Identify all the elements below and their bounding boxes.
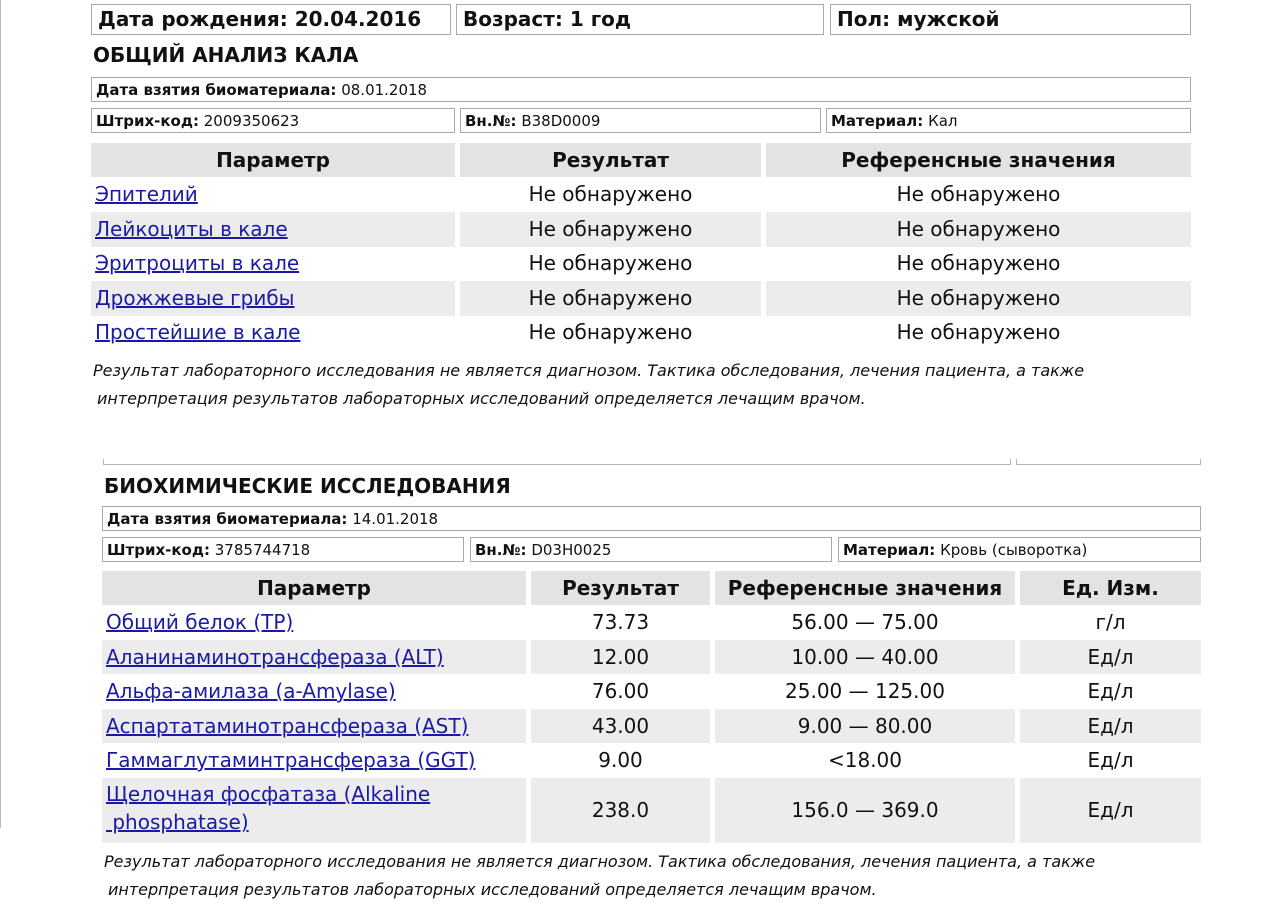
parameter-link[interactable]: Щелочная фосфатаза (Alkaline [106,782,431,806]
header-result: Результат [531,571,710,605]
biochem-material [838,537,1201,562]
stool-material-label: Материал: [831,112,924,130]
param-cell [102,605,526,640]
left-page-border [0,0,1,828]
result-cell: 9.00 [598,748,643,772]
result-cell: 43.00 [531,709,710,743]
param-cell [102,743,526,778]
age-field [456,4,824,35]
parameter-link[interactable]: Лейкоциты в кале [95,217,288,241]
stool-barcode-value: 2009350623 [203,112,300,130]
param-cell [91,281,455,316]
reference-cell: 9.00 — 80.00 [715,709,1015,743]
biochem-int-value: D03H0025 [531,541,612,559]
biochem-barcode-value: 3785744718 [214,541,311,559]
stool-disclaimer-line1: Результат лабораторного исследования не является диагнозом. Тактика обследования, лечения пациента, а также [93,361,1085,380]
biochem-disclaimer-line2: интерпретация результатов лабораторных исследований определяется лечащим врачом. [108,880,877,899]
result-cell: Не обнаружено [528,320,693,344]
result-cell: 76.00 [591,679,650,703]
result-cell: Не обнаружено [460,212,761,247]
reference-cell: Не обнаружено [766,212,1191,247]
header-reference: Референсные значения [766,143,1191,177]
parameter-link[interactable]: Простейшие в кале [95,320,301,344]
result-cell: 73.73 [591,610,650,634]
param-cell [91,246,455,281]
reference-cell: 25.00 — 125.00 [785,679,945,703]
param-cell [91,315,455,350]
dob-value: 20.04.2016 [294,7,422,31]
param-cell [91,177,455,212]
stool-barcode-label: Штрих-код: [96,112,199,130]
reference-cell: Не обнаружено [896,182,1061,206]
dob-label: Дата рождения: [98,7,288,31]
stool-barcode [91,108,455,133]
stool-material-value: Кал [928,112,958,130]
biochem-date-label: Дата взятия биоматериала: [107,510,348,528]
parameter-link[interactable]: Эпителий [95,182,198,206]
reference-cell: Не обнаружено [896,320,1061,344]
stool-disclaimer-line2: интерпретация результатов лабораторных исследований определяется лечащим врачом. [97,389,866,408]
param-cell [102,640,526,674]
header-result: Результат [460,143,761,177]
biochem-material-value: Кровь (сыворотка) [940,541,1088,559]
biochem-int-label: Вн.№: [475,541,527,559]
unit-cell: Ед/л [1020,709,1201,743]
biochem-section-title: БИОХИМИЧЕСКИЕ ИССЛЕДОВАНИЯ [104,474,511,498]
stool-int-label: Вн.№: [465,112,517,130]
biochem-barcode [102,537,464,562]
unit-cell: Ед/л [1020,640,1201,674]
header-parameter: Параметр [102,571,526,605]
header-unit: Ед. Изм. [1020,571,1201,605]
page-break-line-left [103,459,1011,465]
param-cell [102,674,526,709]
biochem-sample-date [102,506,1201,531]
sex-label: Пол: [837,7,891,31]
biochem-disclaimer-line1: Результат лабораторного исследования не является диагнозом. Тактика обследования, лечения пациента, а также [104,852,1096,871]
biochem-internal-number [470,537,832,562]
result-cell: Не обнаружено [528,251,693,275]
header-reference: Референсные значения [715,571,1015,605]
header-parameter: Параметр [91,143,455,177]
result-cell: 12.00 [531,640,710,674]
dob-field [91,4,451,35]
reference-cell: Не обнаружено [896,251,1061,275]
reference-cell: 156.0 — 369.0 [715,778,1015,843]
stool-internal-number [460,108,821,133]
biochem-material-label: Материал: [843,541,936,559]
age-value: 1 год [569,7,632,31]
parameter-link[interactable]: Общий белок (TP) [106,610,294,634]
parameter-link[interactable]: Гаммаглутаминтрансфераза (GGT) [106,748,476,772]
unit-cell: Ед/л [1087,748,1134,772]
reference-cell: Не обнаружено [766,281,1191,316]
parameter-link[interactable]: Дрожжевые грибы [95,286,295,310]
result-cell: Не обнаружено [460,281,761,316]
param-cell [91,212,455,247]
stool-int-value: B38D0009 [521,112,601,130]
unit-cell: г/л [1095,610,1126,634]
unit-cell: Ед/л [1087,679,1134,703]
biochem-date-value: 14.01.2018 [352,510,439,528]
parameter-link[interactable]: Эритроциты в кале [95,251,300,275]
stool-material [826,108,1191,133]
sex-value: мужской [897,7,1000,31]
param-cell [102,709,526,743]
unit-cell: Ед/л [1020,778,1201,843]
reference-cell: <18.00 [827,748,902,772]
page-break-line-right [1016,459,1201,465]
parameter-link[interactable]: Альфа-амилаза (a-Amylase) [106,679,396,703]
reference-cell: 10.00 — 40.00 [715,640,1015,674]
stool-date-value: 08.01.2018 [341,81,428,99]
result-cell: 238.0 [531,778,710,843]
stool-section-title: ОБЩИЙ АНАЛИЗ КАЛА [93,43,359,67]
param-cell [102,778,526,843]
result-cell: Не обнаружено [528,182,693,206]
parameter-link[interactable]: Аланинаминотрансфераза (ALT) [106,645,444,669]
age-label: Возраст: [463,7,563,31]
biochem-barcode-label: Штрих-код: [107,541,210,559]
parameter-link-continued[interactable]: phosphatase) [106,810,249,834]
parameter-link[interactable]: Аспартатаминотрансфераза (AST) [106,714,469,738]
sex-field [830,4,1191,35]
stool-date-label: Дата взятия биоматериала: [96,81,337,99]
reference-cell: 56.00 — 75.00 [791,610,939,634]
stool-sample-date [91,77,1191,102]
